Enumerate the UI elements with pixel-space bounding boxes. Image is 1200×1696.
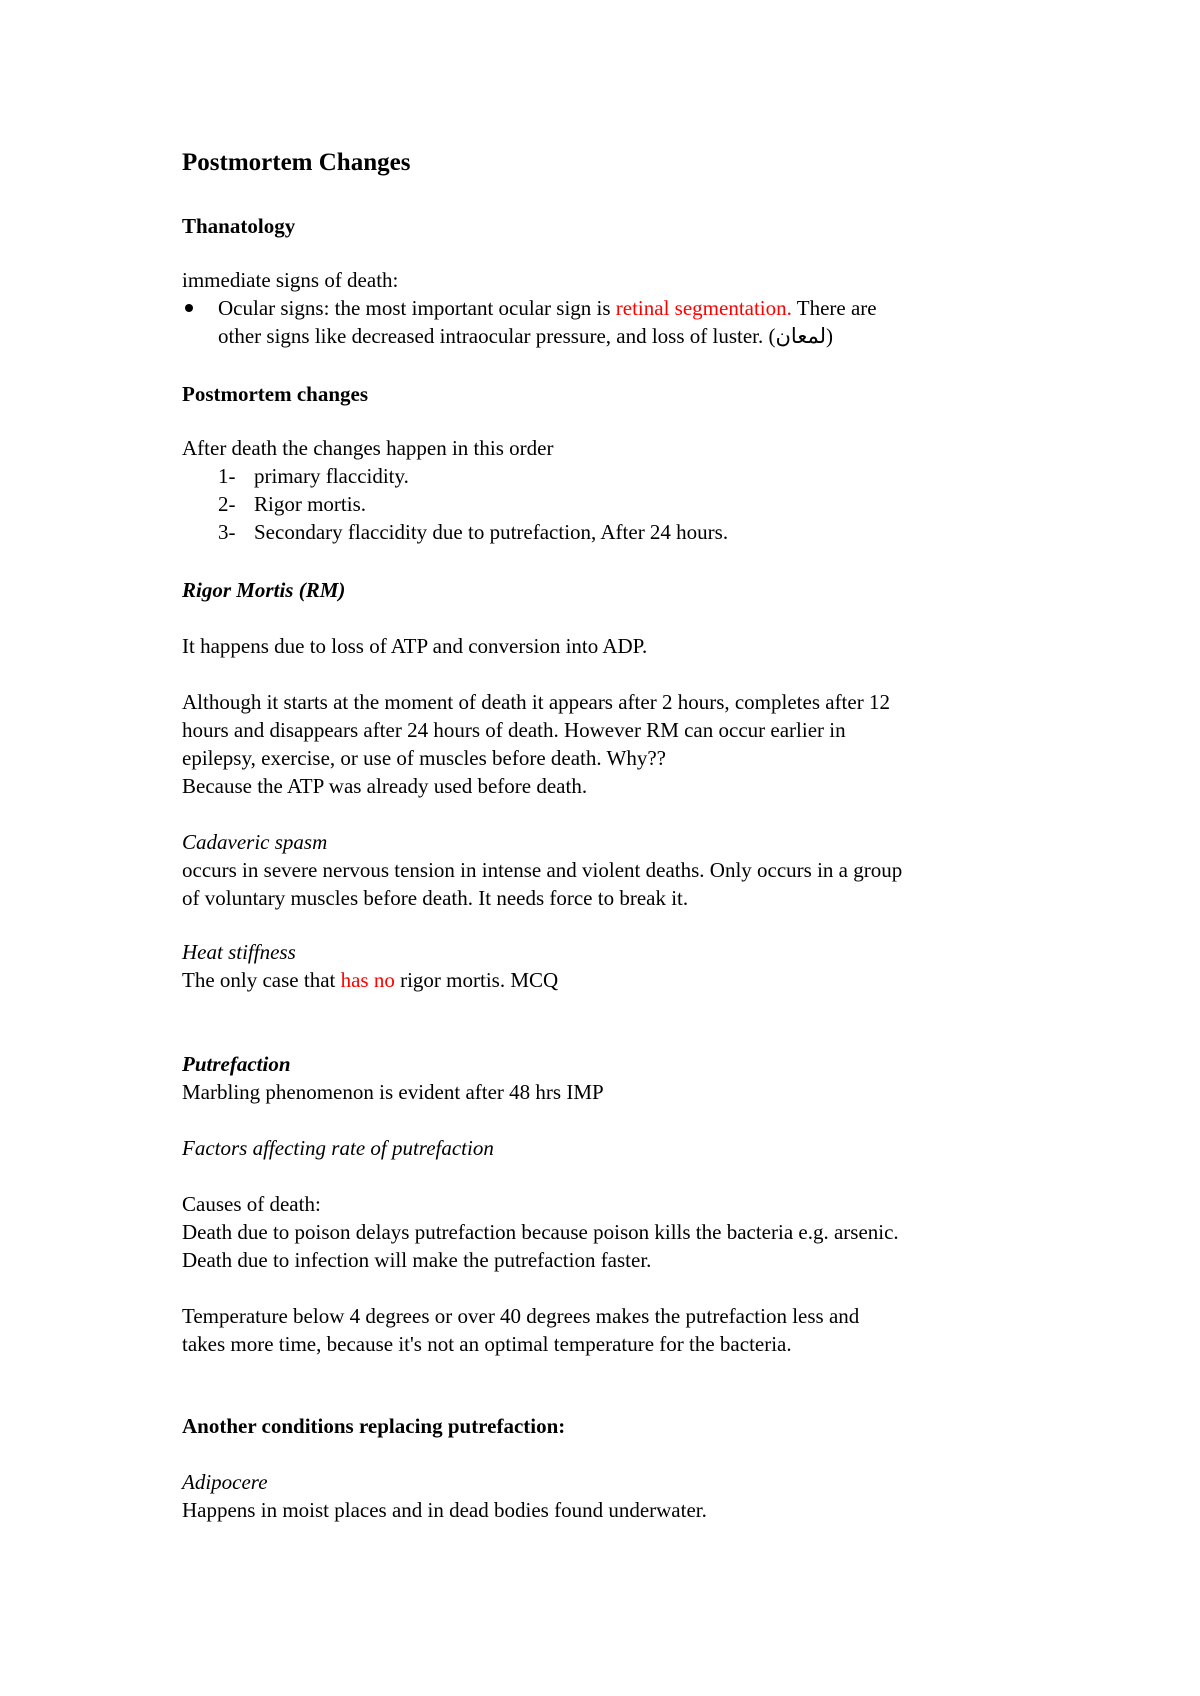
rigor-p2-line: epilepsy, exercise, or use of muscles before death. Why?? [182,746,666,770]
causes-line: Causes of death: [182,1192,321,1216]
ocular-line2-text: other signs like decreased intraocular pressure, and loss of luster. (لمعان) [218,324,833,348]
immediate-signs-intro: immediate signs of death: [182,268,399,292]
has-no-highlight: has no [340,968,395,992]
list-item: 1- primary flaccidity. [218,464,409,488]
rigor-mortis-heading: Rigor Mortis (RM) [182,578,346,602]
heat-stiffness-line: The only case that has no rigor mortis. MCQ [182,968,559,992]
page-title: Postmortem Changes [182,149,411,176]
bullet-text [218,294,1038,350]
temperature-line: Temperature below 4 degrees or over 40 degrees makes the putrefaction less and [182,1304,860,1328]
temperature-line: takes more time, because it's not an optimal temperature for the bacteria. [182,1332,792,1356]
retinal-segmentation-highlight: retinal segmentation. [615,296,792,320]
ocular-line1-after: There are [791,296,877,320]
factors-heading: Factors affecting rate of putrefaction [182,1136,494,1160]
cadaveric-line: of voluntary muscles before death. It needs force to break it. [182,886,689,910]
rigor-p2-line: hours and disappears after 24 hours of death. However RM can occur earlier in [182,718,846,742]
adipocere-line: Happens in moist places and in dead bodies found underwater. [182,1498,707,1522]
cadaveric-spasm-heading: Cadaveric spasm [182,830,328,854]
ocular-signs-bullet [182,294,1032,350]
postmortem-intro: After death the changes happen in this order [182,436,554,460]
rigor-p2-line: Although it starts at the moment of death it appears after 2 hours, completes after 12 [182,690,890,714]
adipocere-heading: Adipocere [182,1470,268,1494]
marbling-line: Marbling phenomenon is evident after 48 hrs IMP [182,1080,604,1104]
causes-line: Death due to poison delays putrefaction because poison kills the bacteria e.g. arsenic. [182,1220,899,1244]
cadaveric-line: occurs in severe nervous tension in intense and violent deaths. Only occurs in a group [182,858,903,882]
list-item: 2- Rigor mortis. [218,492,367,516]
causes-line: Death due to infection will make the putrefaction faster. [182,1248,652,1272]
heat-stiffness-heading: Heat stiffness [182,940,296,964]
postmortem-heading: Postmortem changes [182,382,369,406]
thanatology-heading: Thanatology [182,214,296,238]
list-item: 3- Secondary flaccidity due to putrefaction, After 24 hours. [218,520,729,544]
rigor-p1: It happens due to loss of ATP and conversion into ADP. [182,634,648,658]
bullet-dot-icon [185,304,193,312]
rigor-p2-line: Because the ATP was already used before death. [182,774,588,798]
another-conditions-heading: Another conditions replacing putrefaction: [182,1414,566,1438]
ocular-line1-text: Ocular signs: the most important ocular sign is [218,296,616,320]
putrefaction-heading: Putrefaction [182,1052,291,1076]
